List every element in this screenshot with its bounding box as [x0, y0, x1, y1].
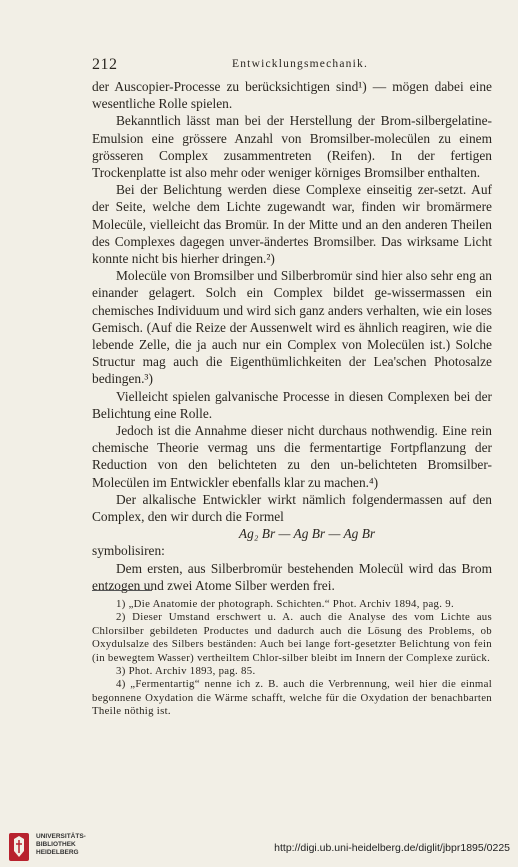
- running-title: Entwicklungsmechanik.: [232, 58, 369, 70]
- footnote: 4) „Fermentartig“ nenne ich z. B. auch die Verbrennung, weil hier die einmal begonnene Oxydation die Wärme schafft, welche für die Oxydation der benachbarten Theile nöthig ist.: [92, 678, 492, 718]
- library-name: UNIVERSITÄTS- BIBLIOTHEK HEIDELBERG: [36, 833, 86, 856]
- paragraph: Bei der Belichtung werden diese Complexe einseitig zer-setzt. Auf der Seite, welche dem Lichte zugewandt war, finden wir bromärmere Molecüle, vielleicht das Bromür. In der Mitte und an den anderen Theilen des Complexes dagegen unver-ändertes Bromsilber. Das wirksame Licht konnte nicht bis hierher dringen.²): [92, 182, 492, 267]
- footnote: 3) Phot. Archiv 1893, pag. 85.: [116, 665, 256, 678]
- source-url-link[interactable]: http://digi.ub.uni-heidelberg.de/diglit/jbpr1895/0225: [274, 842, 510, 854]
- paragraph: symbolisiren:: [92, 543, 165, 559]
- paragraph: der Auscopier-Processe zu berücksichtigen sind¹) — mögen dabei eine wesentliche Rolle spielen.: [92, 79, 492, 112]
- footnotes: [92, 598, 492, 719]
- footnote: 1) „Die Anatomie der photograph. Schichten.“ Phot. Archiv 1894, pag. 9.: [116, 598, 454, 610]
- paragraph: Vielleicht spielen galvanische Processe in diesen Complexen bei der Belichtung eine Rolle.: [92, 388, 492, 421]
- university-seal-icon: [6, 831, 32, 863]
- paragraph: Molecüle von Bromsilber und Silberbromür sind hier also sehr eng an einander gelagert. Solch ein Complex bildet ge-wissermassen ein chemisches Individuum und wird sich ganz anders verhalten, wie ein loses Gemisch. (Auf die Reize der Aussenwelt wird es ähnlich reagiren, wie die lebende Zelle, die ja auch nur ein Complex von Molecülen ist.) Solche Structur mag auch die Eigenthümlichkeiten der Lea'schen Photosalze bedingen.³): [92, 268, 492, 387]
- main-text: [92, 78, 492, 594]
- footnote: 2) Dieser Umstand erschwert u. A. auch die Analyse des vom Lichte aus Chlorsilber gebildeten Productes und dadurch auch die Lösung des Problems, ob Oxydulsalze des Silbers beständen: Auch bei lange fort-gesetzter Belichtung von fein (in bewegtem Wasser) vertheiltem Chlor-silber bleibt im Innern der Complexe zurück.: [92, 611, 492, 664]
- paragraph: Dem ersten, aus Silberbromür bestehenden Molecül wird das Brom entzogen und zwei Atome Silber werden frei.: [92, 560, 492, 593]
- page-number: 212: [92, 56, 118, 73]
- footnote-divider: [92, 590, 152, 591]
- paragraph: Der alkalische Entwickler wirkt nämlich folgendermassen auf den Complex, den wir durch die Formel: [92, 491, 492, 525]
- paragraph: Bekanntlich lässt man bei der Herstellung der Brom-silbergelatine-Emulsion eine grössere Anzahl von Bromsilber-molecülen zu einem grösseren Complex zusammentreten (Reifen). In der fertigen Trockenplatte ist also mehr oder weniger körniges Bromsilber enthalten.: [92, 113, 492, 181]
- running-header: [92, 56, 488, 74]
- digitization-footer: [0, 829, 518, 867]
- chemical-formula: Ag₂ Br — Ag Br — Ag Br: [238, 526, 376, 542]
- paragraph: Jedoch ist die Annahme dieser nicht durchaus nothwendig. Eine rein chemische Theorie vermag uns die fermentartige Fortpflanzung der Reduction von den belichteten zu den un-belichteten Bromsilber-Molecülen im Entwickler ebenfalls klar zu machen.⁴): [92, 423, 492, 490]
